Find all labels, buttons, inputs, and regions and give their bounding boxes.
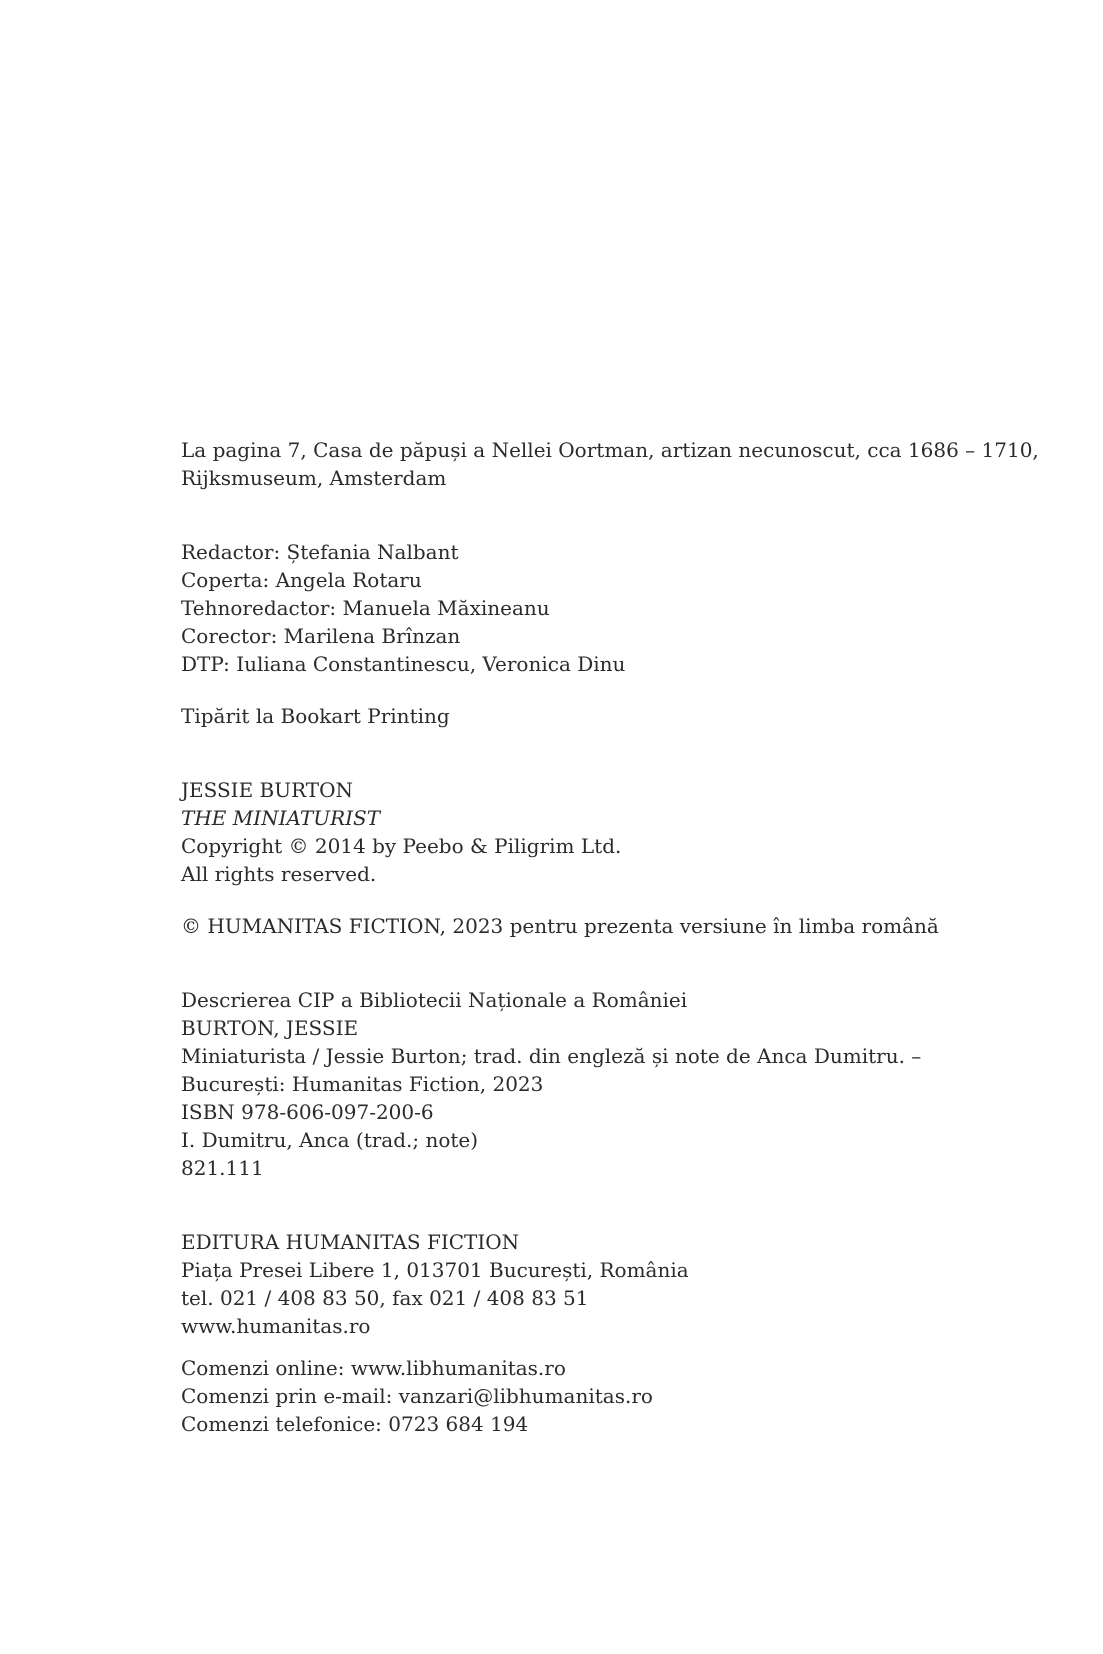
image-caption — [181, 436, 1061, 492]
publisher-address: Piața Presei Libere 1, 013701 București, România — [181, 1258, 689, 1282]
cip-line: Miniaturista / Jessie Burton; trad. din engleză și note de Anca Dumitru. – — [181, 1044, 922, 1068]
cip-description — [181, 986, 1061, 1182]
original-edition-info — [181, 776, 1061, 888]
cip-line: București: Humanitas Fiction, 2023 — [181, 1072, 544, 1096]
caption-line: La pagina 7, Casa de păpuși a Nellei Oortman, artizan necunoscut, cca 1686 – 1710, — [181, 438, 1039, 462]
caption-line: Rijksmuseum, Amsterdam — [181, 466, 447, 490]
order-info — [181, 1354, 1061, 1438]
original-rights: All rights reserved. — [181, 862, 377, 886]
orders-phone: Comenzi telefonice: 0723 684 194 — [181, 1412, 529, 1436]
romanian-rights — [181, 912, 1061, 940]
orders-online: Comenzi online: www.libhumanitas.ro — [181, 1356, 566, 1380]
credit-editor: Redactor: Ștefania Nalbant — [181, 540, 459, 564]
cip-line: I. Dumitru, Anca (trad.; note) — [181, 1128, 479, 1152]
printer-info — [181, 702, 1061, 730]
publisher-name: EDITURA HUMANITAS FICTION — [181, 1230, 520, 1254]
credit-typesetter: Tehnoredactor: Manuela Măxineanu — [181, 596, 550, 620]
publisher-info — [181, 1228, 1061, 1340]
credit-dtp: DTP: Iuliana Constantinescu, Veronica Dinu — [181, 652, 626, 676]
publisher-website: www.humanitas.ro — [181, 1314, 371, 1338]
original-title: THE MINIATURIST — [181, 806, 381, 830]
romanian-rights-line: © HUMANITAS FICTION, 2023 pentru prezenta versiune în limba română — [181, 914, 939, 938]
cip-line: Descrierea CIP a Bibliotecii Naționale a României — [181, 988, 688, 1012]
editorial-credits — [181, 538, 1061, 678]
printer-line: Tipărit la Bookart Printing — [181, 704, 450, 728]
orders-email: Comenzi prin e-mail: vanzari@libhumanitas.ro — [181, 1384, 653, 1408]
cip-isbn: ISBN 978-606-097-200-6 — [181, 1100, 434, 1124]
original-copyright: Copyright © 2014 by Peebo & Piligrim Ltd. — [181, 834, 622, 858]
cip-classification: 821.111 — [181, 1156, 264, 1180]
cip-line: BURTON, JESSIE — [181, 1016, 359, 1040]
publisher-phone-fax: tel. 021 / 408 83 50, fax 021 / 408 83 51 — [181, 1286, 589, 1310]
credit-proofreader: Corector: Marilena Brînzan — [181, 624, 461, 648]
credit-cover: Coperta: Angela Rotaru — [181, 568, 422, 592]
original-author: JESSIE BURTON — [181, 778, 354, 802]
